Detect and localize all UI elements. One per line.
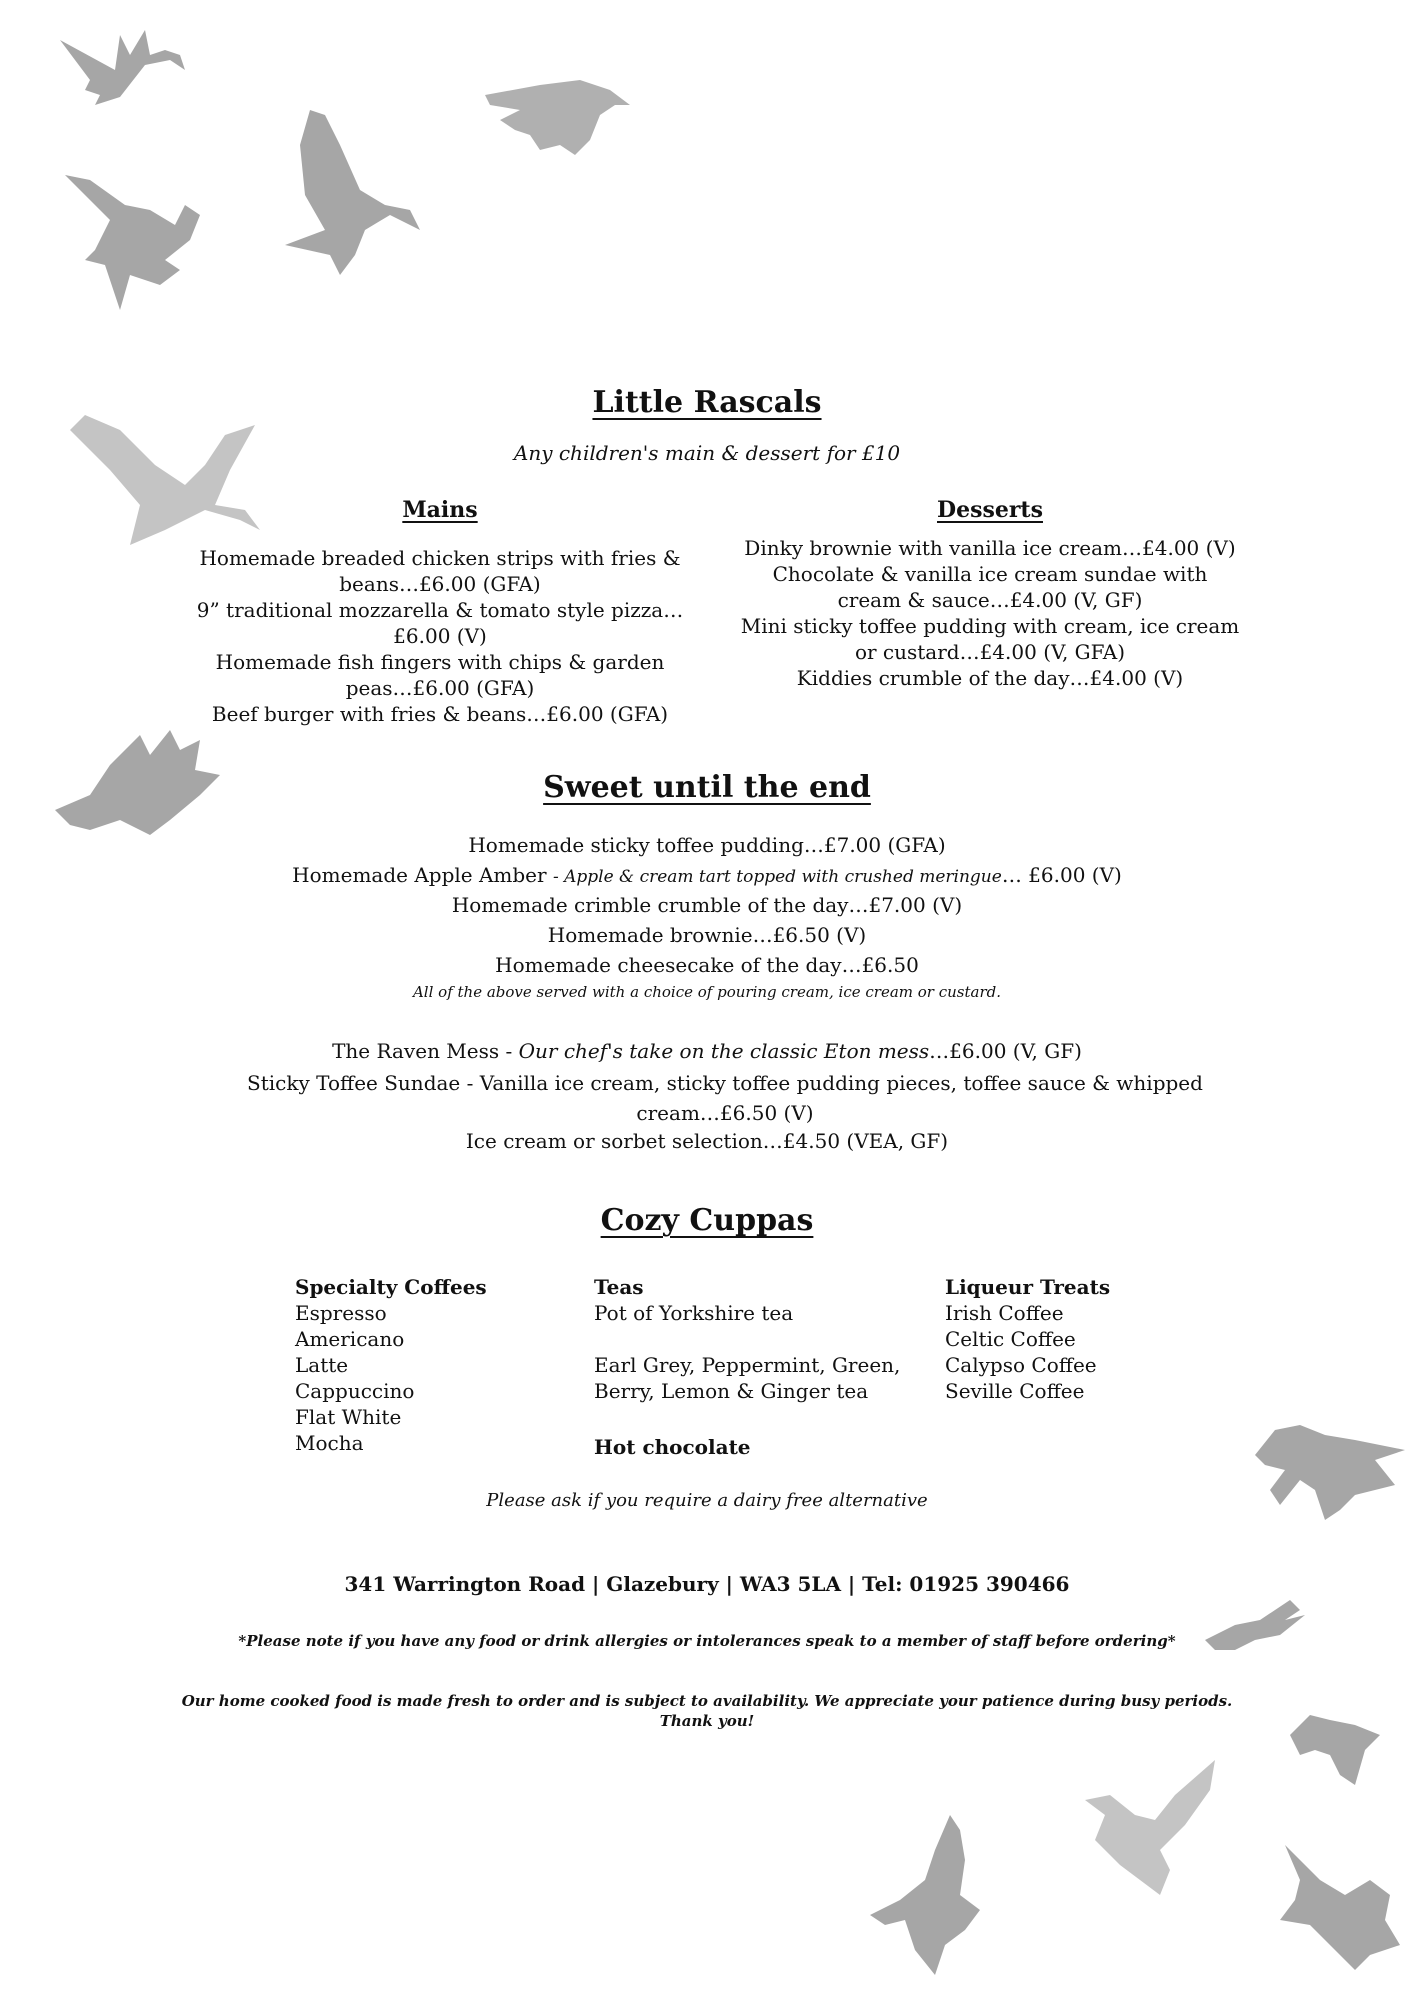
raven-icon bbox=[55, 170, 205, 320]
raven-icon bbox=[50, 25, 190, 120]
menu-item: Homemade brownie…£6.50 (V) bbox=[547, 923, 867, 947]
teas-list bbox=[594, 1274, 904, 1460]
cozy-cuppas-title: Cozy Cuppas bbox=[600, 1203, 814, 1238]
menu-item: Homemade sticky toffee pudding…£7.00 (GFA) bbox=[468, 833, 946, 857]
desserts-heading: Desserts bbox=[937, 497, 1043, 523]
item-price: …£6.00 (V, GF) bbox=[929, 1039, 1082, 1063]
list-item: Latte bbox=[295, 1353, 349, 1377]
menu-item: Kiddies crumble of the day…£4.00 (V) bbox=[796, 666, 1184, 690]
item-description: - Apple & cream tart topped with crushed meringue bbox=[552, 867, 1002, 887]
menu-item: Homemade breaded chicken strips with fries & beans…£6.00 (GFA) bbox=[199, 546, 681, 596]
list-item: Celtic Coffee bbox=[945, 1327, 1076, 1351]
liqueur-list bbox=[945, 1274, 1205, 1404]
menu-item: Dinky brownie with vanilla ice cream…£4.00 (V) bbox=[744, 536, 1236, 560]
menu-item-apple-amber bbox=[0, 862, 1414, 890]
item-name: Homemade Apple Amber bbox=[292, 863, 547, 887]
mains-column bbox=[195, 497, 685, 727]
list-item: Calypso Coffee bbox=[945, 1353, 1097, 1377]
little-rascals-title: Little Rascals bbox=[592, 385, 822, 420]
item-name: The Raven Mess - bbox=[332, 1039, 519, 1063]
raven-icon bbox=[1245, 1410, 1414, 1530]
raven-icon bbox=[280, 105, 430, 280]
raven-icon bbox=[1065, 1755, 1220, 1915]
sweet-title: Sweet until the end bbox=[543, 770, 871, 805]
coffees-heading: Specialty Coffees bbox=[295, 1275, 487, 1299]
list-item: Seville Coffee bbox=[945, 1379, 1085, 1403]
serving-note: All of the above served with a choice of pouring cream, ice cream or custard. bbox=[412, 983, 1002, 1001]
list-item: Cappuccino bbox=[295, 1379, 415, 1403]
raven-icon bbox=[865, 1810, 985, 1980]
menu-item: Chocolate & vanilla ice cream sundae with cream & sauce…£4.00 (V, GF) bbox=[772, 562, 1208, 612]
address-line: 341 Warrington Road | Glazebury | WA3 5LA | Tel: 01925 390466 bbox=[344, 1572, 1070, 1596]
allergy-note: *Please note if you have any food or drink allergies or intolerances speak to a member of staff before ordering* bbox=[238, 1632, 1176, 1650]
item-price: … £6.00 (V) bbox=[1001, 863, 1122, 887]
list-item: Flat White bbox=[295, 1405, 402, 1429]
list-item: Americano bbox=[295, 1327, 405, 1351]
menu-item: Homemade fish fingers with chips & garden peas…£6.00 (GFA) bbox=[215, 650, 665, 700]
mains-heading: Mains bbox=[402, 497, 478, 523]
menu-item: Beef burger with fries & beans…£6.00 (GFA) bbox=[211, 702, 669, 726]
fresh-note: Our home cooked food is made fresh to order and is subject to availability. We appreciate your patience during busy periods. bbox=[181, 1692, 1233, 1710]
raven-icon bbox=[1275, 1840, 1405, 1980]
list-item: Earl Grey, Peppermint, Green, Berry, Lemon & Ginger tea bbox=[594, 1353, 901, 1403]
menu-item: Homemade crimble crumble of the day…£7.00 (V) bbox=[451, 893, 963, 917]
menu-item-raven-mess bbox=[0, 1038, 1414, 1064]
item-description: Our chef's take on the classic Eton mess bbox=[518, 1039, 930, 1063]
teas-heading: Teas bbox=[594, 1275, 644, 1299]
coffees-list bbox=[295, 1274, 555, 1456]
liqueur-heading: Liqueur Treats bbox=[945, 1275, 1111, 1299]
list-item: Espresso bbox=[295, 1301, 387, 1325]
menu-item: Homemade cheesecake of the day…£6.50 bbox=[495, 953, 919, 977]
thanks-note: Thank you! bbox=[659, 1712, 755, 1730]
raven-icon bbox=[480, 75, 640, 175]
menu-item: Ice cream or sorbet selection…£4.50 (VEA, GF) bbox=[465, 1129, 949, 1153]
desserts-column bbox=[740, 497, 1240, 691]
list-item: Pot of Yorkshire tea bbox=[594, 1301, 794, 1325]
hot-chocolate: Hot chocolate bbox=[594, 1435, 751, 1459]
dairy-note: Please ask if you require a dairy free alternative bbox=[486, 1490, 928, 1511]
list-item: Mocha bbox=[295, 1431, 364, 1455]
little-rascals-offer: Any children's main & dessert for £10 bbox=[513, 441, 901, 465]
menu-item: 9” traditional mozzarella & tomato style pizza…£6.00 (V) bbox=[196, 598, 684, 648]
menu-item: Mini sticky toffee pudding with cream, ice cream or custard…£4.00 (V, GFA) bbox=[740, 614, 1240, 664]
menu-item-sundae: Sticky Toffee Sundae - Vanilla ice cream, sticky toffee pudding pieces, toffee sauce & whipped cream…£6.50 (V) bbox=[247, 1071, 1203, 1125]
list-item: Irish Coffee bbox=[945, 1301, 1064, 1325]
